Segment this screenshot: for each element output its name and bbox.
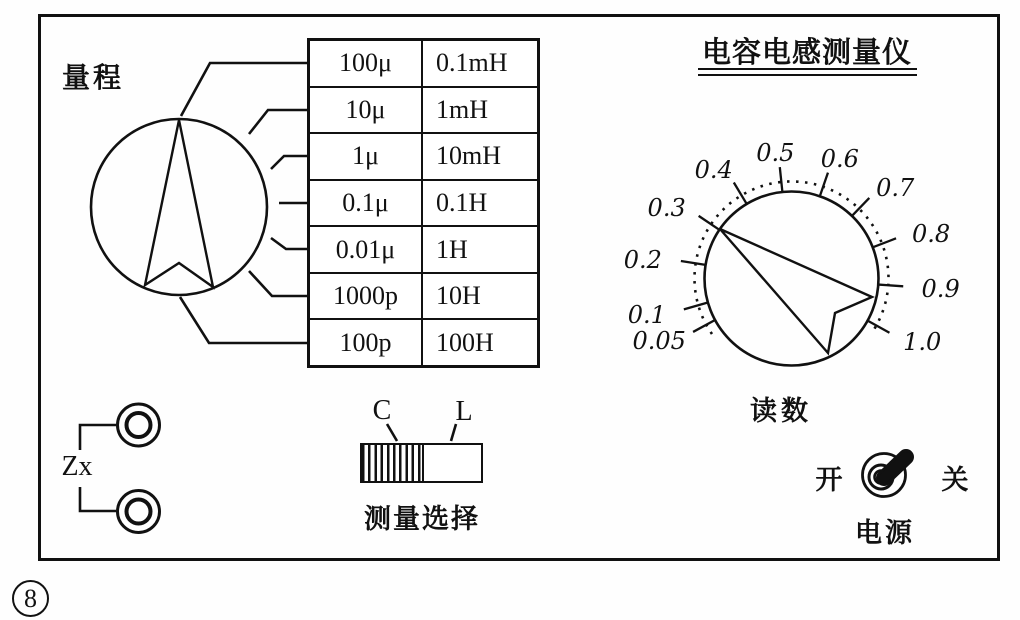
range-c-value: 0.01μ [310,227,423,272]
power-on-label: 开 [815,465,843,495]
terminal-bottom[interactable] [118,491,160,533]
dial-tick [852,198,869,216]
range-label: 量程 [62,62,125,93]
reading-dial[interactable] [681,167,903,365]
range-c-value: 100μ [310,41,423,86]
dial-scale-label: 0.9 [921,274,960,303]
mode-c-label: C [372,395,392,426]
dial-tick [780,167,783,192]
table-row [310,41,537,86]
panel-title: 电容电感测量仪 [701,37,912,69]
reading-label: 读数 [750,396,812,426]
range-c-value: 1000p [310,274,423,319]
range-leader-lines [180,63,309,343]
dial-tick [873,238,896,247]
dial-scale-label: 0.05 [632,327,686,356]
dial-tick [878,285,903,287]
dial-scale-label: 0.8 [911,220,951,249]
range-l-value: 100H [436,327,494,357]
table-row [310,272,537,319]
figure-number-badge [12,580,49,617]
range-c-value: 1μ [310,134,423,179]
dial-tick [820,173,828,197]
dial-tick [684,302,708,309]
dial-tick [868,321,890,333]
mode-switch-caption: 测量选择 [364,504,480,534]
range-l-value: 10H [436,281,481,311]
dial-scale-label: 0.6 [820,144,859,173]
mode-l-label: L [455,396,473,427]
table-row [310,86,537,133]
range-l-value: 1H [436,234,468,264]
terminal-top[interactable] [118,404,160,446]
terminals-label: Zx [61,451,93,482]
power-caption: 电源 [855,518,915,548]
range-table [307,38,540,368]
table-row [310,225,537,272]
dial-scale-label: 0.7 [876,173,915,202]
dial-scale-label: 0.5 [756,138,795,167]
mode-switch-slider[interactable] [360,443,483,483]
dial-tick [693,320,715,332]
dial-scale-label: 0.2 [623,245,662,274]
range-c-value: 10μ [310,88,423,133]
range-l-value: 0.1mH [436,48,508,78]
dial-scale-label: 0.4 [694,156,733,185]
table-row [310,318,537,365]
dial-pointer [720,229,872,353]
range-c-value: 100p [310,320,423,365]
dial-scale-label: 0.1 [627,301,666,330]
dial-tick [681,261,706,265]
range-l-value: 0.1H [436,188,488,218]
range-c-value: 0.1μ [310,181,423,226]
mode-switch-knob[interactable] [362,445,424,481]
range-knob[interactable] [91,119,267,295]
dial-scale-label: 1.0 [903,328,942,357]
dial-scale-label: 0.3 [647,194,686,223]
range-l-value: 10mH [436,141,501,171]
power-off-label: 关 [941,465,969,495]
range-l-value: 1mH [436,94,488,124]
table-row [310,179,537,226]
figure-number: 8 [24,583,37,613]
power-toggle-icon[interactable] [863,454,907,497]
table-row [310,132,537,179]
title-double-underline [698,68,917,76]
range-knob-pointer [145,120,213,287]
dial-tick [699,216,720,230]
mode-switch-leaders [387,424,456,441]
